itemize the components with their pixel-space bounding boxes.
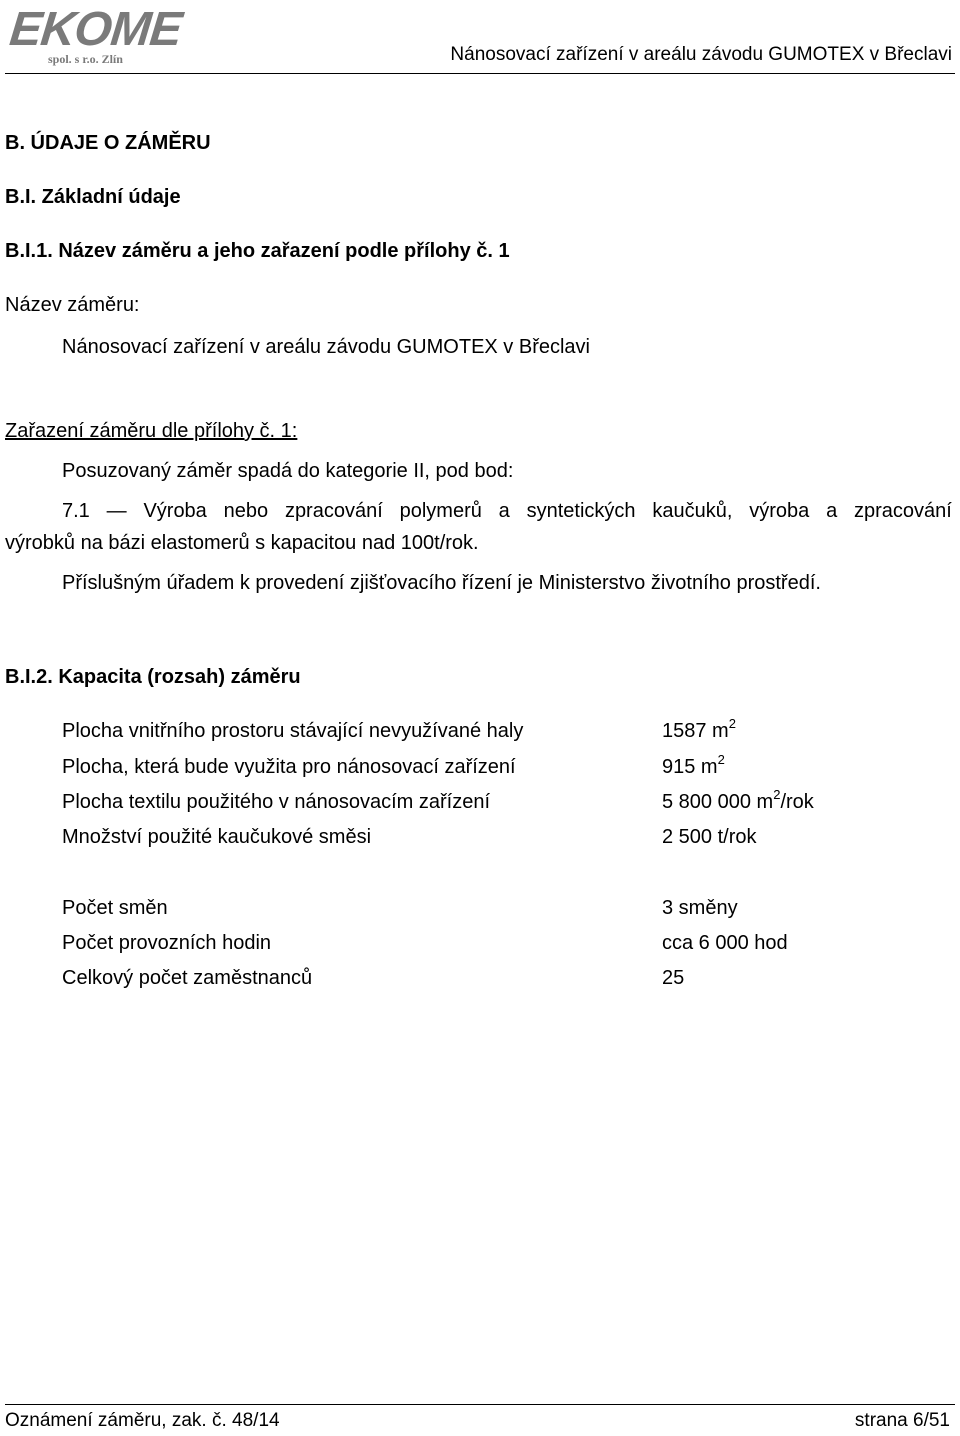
footer-divider bbox=[5, 1404, 955, 1405]
operations-value: cca 6 000 hod bbox=[662, 932, 788, 954]
point-word: a bbox=[826, 500, 838, 522]
capacity-value: 915 $m^2$ bbox=[662, 752, 725, 778]
operations-value: 25 bbox=[662, 967, 685, 989]
classification-text: Posuzovaný záměr spadá do kategorie II, pod bod: bbox=[62, 460, 514, 482]
point-word: Výroba bbox=[143, 500, 207, 522]
operations-row bbox=[62, 967, 942, 995]
capacity-label: Plocha textilu použitého v nánosovacím zařízení bbox=[62, 791, 491, 813]
section-heading-bi2: B.I.2. Kapacita (rozsah) záměru bbox=[5, 666, 301, 688]
capacity-row bbox=[62, 787, 942, 819]
operations-label: Počet provozních hodin bbox=[62, 932, 272, 954]
point-word: 7.1 bbox=[62, 500, 90, 522]
logo-subtitle: spol. s r.o. Zlín bbox=[48, 52, 123, 66]
capacity-row bbox=[62, 716, 942, 748]
point-word: výroba bbox=[749, 500, 810, 522]
section-heading-bi1: B.I.1. Název záměru a jeho zařazení podle přílohy č. 1 bbox=[5, 240, 510, 262]
point-word: a bbox=[498, 500, 510, 522]
operations-row bbox=[62, 897, 942, 925]
header-title: Nánosovací zařízení v areálu závodu GUMOTEX v Břeclavi bbox=[450, 44, 952, 65]
footer-document-ref: Oznámení záměru, zak. č. 48/14 bbox=[5, 1410, 280, 1431]
classification-label: Zařazení záměru dle přílohy č. 1: bbox=[5, 420, 298, 442]
point-word: syntetických bbox=[526, 500, 636, 522]
section-heading-b: B. ÚDAJE O ZÁMĚRU bbox=[5, 132, 211, 154]
capacity-row bbox=[62, 826, 942, 854]
project-name-label: Název záměru: bbox=[5, 294, 140, 316]
logo-wordmark: EKOME bbox=[7, 3, 184, 56]
point-word: — bbox=[106, 500, 127, 522]
classification-point-line1 bbox=[62, 500, 952, 523]
classification-point-line2: výrobků na bázi elastomerů s kapacitou nad 100t/rok. bbox=[5, 532, 479, 554]
operations-label: Počet směn bbox=[62, 897, 168, 919]
point-word: polymerů bbox=[399, 500, 482, 522]
operations-value: 3 směny bbox=[662, 897, 738, 919]
capacity-label: Plocha vnitřního prostoru stávající nevyužívané haly bbox=[62, 720, 524, 742]
capacity-value: 2 500 t/rok bbox=[662, 826, 757, 848]
capacity-row bbox=[62, 752, 942, 784]
operations-label: Celkový počet zaměstnanců bbox=[62, 967, 313, 989]
point-word: zpracování bbox=[854, 500, 952, 522]
point-word: kaučuků, bbox=[652, 500, 733, 522]
footer-page-number: strana 6/51 bbox=[854, 1410, 950, 1431]
project-name-value: Nánosovací zařízení v areálu závodu GUMOTEX v Břeclavi bbox=[62, 336, 590, 358]
header-divider bbox=[5, 73, 955, 74]
section-heading-bi: B.I. Základní údaje bbox=[5, 186, 181, 208]
capacity-label: Množství použité kaučukové směsi bbox=[62, 826, 372, 848]
capacity-value: 5 800 000 $m^2$/rok bbox=[662, 787, 814, 813]
point-word: nebo bbox=[223, 500, 269, 522]
capacity-value: 1587 $m^2$ bbox=[662, 716, 736, 742]
capacity-label: Plocha, která bude využita pro nánosovací zařízení bbox=[62, 756, 516, 778]
company-logo bbox=[7, 3, 184, 66]
point-word: zpracování bbox=[284, 500, 383, 522]
operations-row bbox=[62, 932, 942, 960]
authority-statement: Příslušným úřadem k provedení zjišťovacího řízení je Ministerstvo životního prostředí. bbox=[62, 572, 821, 594]
